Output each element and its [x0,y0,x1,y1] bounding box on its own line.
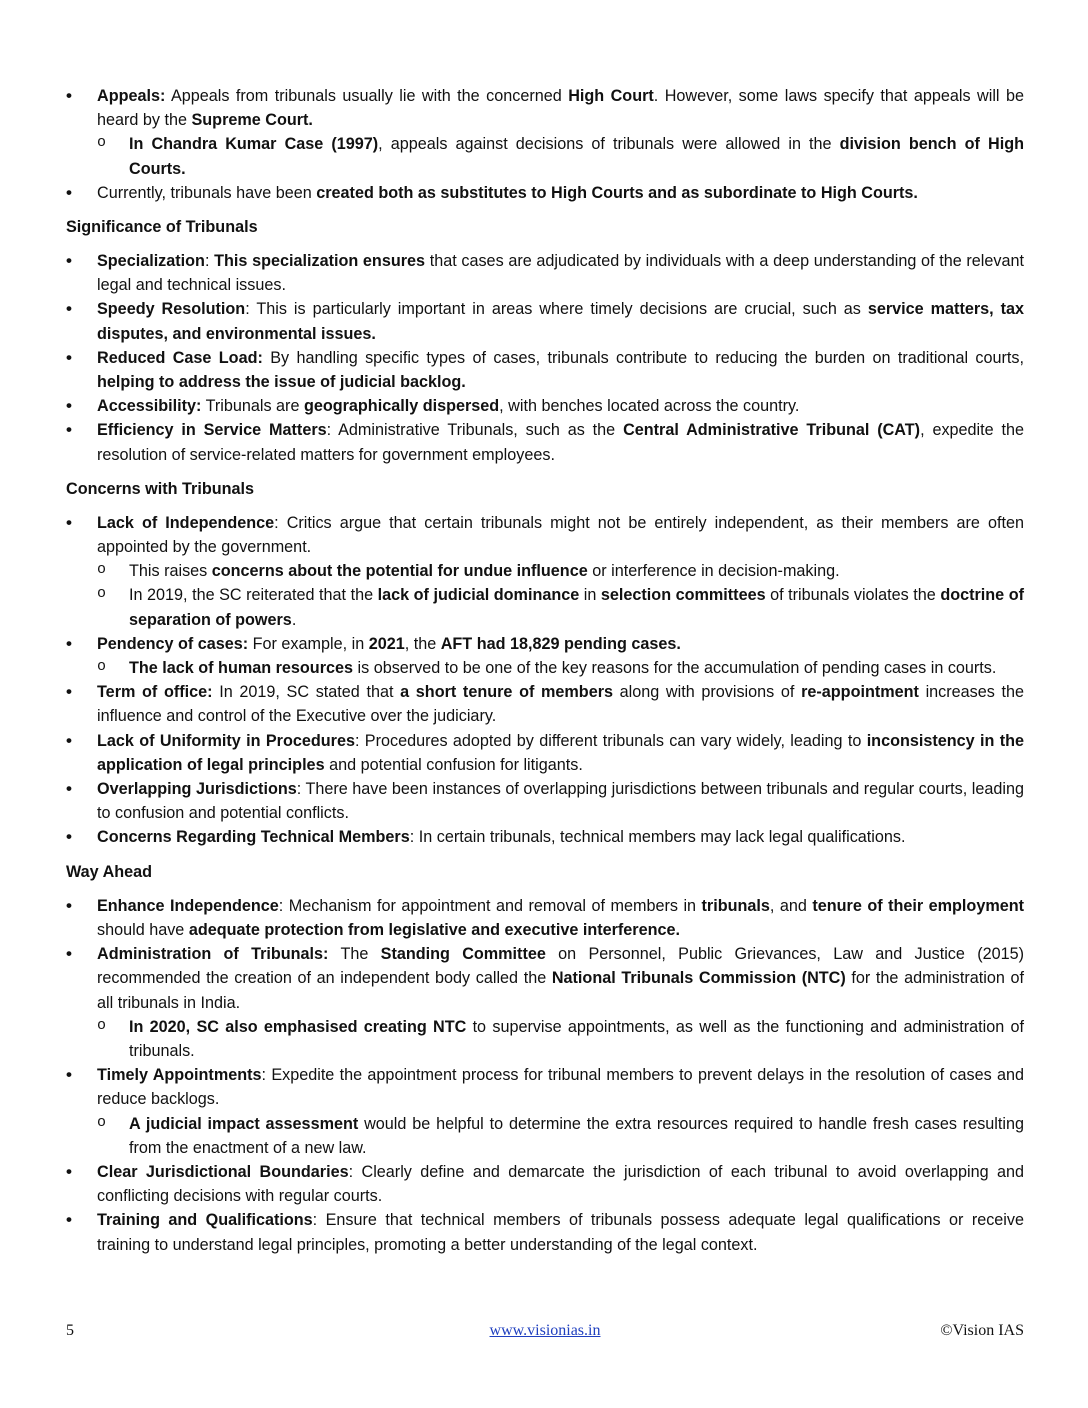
website-link[interactable]: www.visionias.in [489,1322,601,1339]
bold-text: Supreme Court. [191,111,313,130]
bold-text: Overlapping Jurisdictions [97,780,297,799]
bold-text: doctrine of separation of powers [129,586,1024,629]
sub-bullet-item [97,656,1024,680]
document-body [66,84,1024,1257]
text-segment: The [328,945,381,964]
sub-bullet-item [97,132,1024,180]
text-segment: : Mechanism for appointment and removal of members in [278,896,702,915]
bold-text: adequate protection from legislative and executive interference. [188,920,680,939]
bold-text: concerns about the potential for undue influence [211,562,588,581]
text-segment: and potential confusion for litigants. [324,755,583,774]
bullet-item [66,249,1024,297]
bold-text: Clear Jurisdictional Boundaries [97,1162,349,1181]
way-ahead-heading: Way Ahead [66,862,153,881]
bold-text: Central Administrative Tribunal (CAT) [623,421,921,440]
text-segment: : Critics argue that certain tribunals might not be entirely independent, as their members are often appointed by the government. [97,513,1024,557]
bold-text: Speedy Resolution [97,300,246,319]
copyright-text: ©Vision IAS [940,1322,1024,1339]
bullet-item [66,1063,1024,1160]
bold-text: Efficiency in Service Matters [97,421,327,440]
text-segment: : [204,252,215,271]
sub-bullet-item [97,1015,1024,1063]
bold-text: A judicial impact assessment [129,1114,359,1133]
concerns-heading: Concerns with Tribunals [66,479,254,498]
bold-text: High Court [568,87,654,105]
text-segment: Currently, tribunals have been [97,183,317,202]
bold-text: service matters, tax disputes, and environmental issues. [97,300,1024,343]
bullet-item [66,1208,1024,1256]
text-segment: increases the influence and control of the Executive over the judiciary. [97,683,1025,726]
sub-bullet-list [97,656,1024,680]
text-segment: : There have been instances of overlapping jurisdictions between tribunals and regular courts, leading to confusion and potential conflicts. [97,780,1024,823]
bold-text: tribunals [701,896,770,915]
bold-text: National Tribunals Commission (NTC) [551,969,846,988]
bold-text: Administration of Tribunals: [97,945,329,964]
text-segment: , with benches located across the country. [499,397,800,416]
text-segment: along with provisions of [613,683,802,702]
bold-text: selection committees [600,586,766,605]
text-segment: : Expedite the appointment process for tribunal members to prevent delays in the resolution of cases and reduce backlogs. [97,1066,1024,1109]
sub-bullet-list [97,559,1024,632]
bullet-item [66,394,1024,418]
sub-bullet-list [97,1112,1024,1160]
sub-bullet-list [97,1015,1024,1063]
way-ahead-list [66,894,1024,1257]
bold-text: Reduced Case Load: [97,348,263,367]
text-segment: for the administration of all tribunals in India. [97,969,1024,1012]
text-segment: : Procedures adopted by different tribunals can vary widely, leading to [354,731,867,750]
text-segment: or interference in decision-making. [587,562,840,581]
text-segment: should have [97,920,189,939]
bold-text: 2021 [368,634,405,653]
bullet-item [66,181,1024,205]
bold-text: This specialization ensures [214,252,426,271]
text-segment: Appeals from tribunals usually lie with the concerned [165,87,569,105]
text-segment: For example, in [248,634,369,653]
bold-text: Standing Committee [380,945,546,964]
bold-text: In 2020, SC also emphasised creating NTC [129,1017,467,1036]
text-segment: that cases are adjudicated by individuals with a deep understanding of the relevant legal and technical issues. [97,252,1024,295]
bold-text: Training and Qualifications [97,1211,313,1230]
bold-text: Accessibility: [97,397,202,416]
bullet-item [66,511,1024,632]
bold-text: a short tenure of members [400,683,613,702]
text-segment: : Administrative Tribunals, such as the [326,421,624,440]
text-segment: In 2019, the SC reiterated that the [129,586,378,605]
bullet-item [66,84,1024,181]
bold-text: Concerns Regarding Technical Members [97,828,410,847]
sub-bullet-item [97,1112,1024,1160]
text-segment: This raises [129,562,212,581]
text-segment: By handling specific types of cases, tribunals contribute to reducing the burden on traditional courts, [262,348,1024,367]
bold-text: Lack of Independence [97,513,275,532]
bullet-item [66,777,1024,825]
significance-heading: Significance of Tribunals [66,218,258,237]
bold-text: created both as substitutes to High Courts and as subordinate to High Courts. [316,183,918,202]
text-segment: of tribunals violates the [765,586,941,605]
significance-list [66,249,1024,467]
bullet-item [66,297,1024,345]
bold-text: Appeals: [97,87,166,105]
bold-text: In Chandra Kumar Case (1997) [129,135,379,154]
text-segment: is observed to be one of the key reasons for the accumulation of pending cases in courts. [353,659,997,678]
bullet-item [66,942,1024,1063]
bold-text: Term of office: [97,683,213,702]
bullet-item [66,729,1024,777]
text-segment: would be helpful to determine the extra resources required to handle fresh cases resulting from the enactment of a new law. [129,1114,1024,1157]
bullet-item [66,632,1024,680]
bullet-item [66,894,1024,942]
bold-text: Enhance Independence [97,896,279,915]
text-segment: . [291,610,297,629]
text-segment: in [579,586,601,605]
bold-text: Pendency of cases: [97,634,249,653]
text-segment: : In certain tribunals, technical members may lack legal qualifications. [409,828,906,847]
bold-text: tenure of their employment [812,896,1024,915]
bold-text: Timely Appointments [97,1066,262,1085]
text-segment: , the [404,634,441,653]
text-segment: : Ensure that technical members of tribunals possess adequate legal qualifications or receive training to understand legal principles, promoting a better understanding of the legal context. [97,1211,1024,1254]
bold-text: Lack of Uniformity in Procedures [97,731,355,750]
sub-bullet-list [97,132,1024,180]
bold-text: re-appointment [801,683,919,702]
concerns-list [66,511,1024,850]
bold-text: division bench of High Courts. [129,135,1024,178]
bold-text: AFT had 18,829 pending cases. [440,634,681,653]
bold-text: lack of judicial dominance [377,586,580,605]
bullet-item [66,825,1024,849]
bold-text: Specialization [97,252,205,271]
text-segment: on Personnel, Public Grievances, Law and Justice (2015) recommended the creation of an independent body called the [97,945,1024,988]
text-segment: In 2019, SC stated that [212,683,401,702]
bullet-item [66,418,1024,466]
page-footer [66,1322,1024,1346]
bold-text: geographically dispersed [303,397,500,416]
text-segment: to supervise appointments, as well as the functioning and administration of tribunals. [129,1017,1024,1060]
bold-text: The lack of human resources [129,659,354,678]
text-segment: , and [769,896,813,915]
bullet-item [66,1160,1024,1208]
bullet-item [66,680,1024,728]
text-segment: , expedite the resolution of service-related matters for government employees. [97,421,1025,464]
sub-bullet-item [97,559,1024,583]
appeals-list [66,84,1024,205]
page-number: 5 [66,1322,74,1339]
text-segment: Tribunals are [201,397,304,416]
text-segment: , appeals against decisions of tribunals were allowed in the [378,135,840,154]
sub-bullet-item [97,583,1024,631]
text-segment: . However, some laws specify that appeals will be heard by the [97,87,1024,130]
text-segment: : This is particularly important in areas where timely decisions are crucial, such as [245,300,868,319]
text-segment: : Clearly define and demarcate the jurisdiction of each tribunal to avoid overlapping and conflicting decisions with regular courts. [97,1162,1024,1206]
bullet-item [66,346,1024,394]
bold-text: inconsistency in the application of legal principles [97,731,1024,774]
bold-text: helping to address the issue of judicial backlog. [97,373,466,392]
